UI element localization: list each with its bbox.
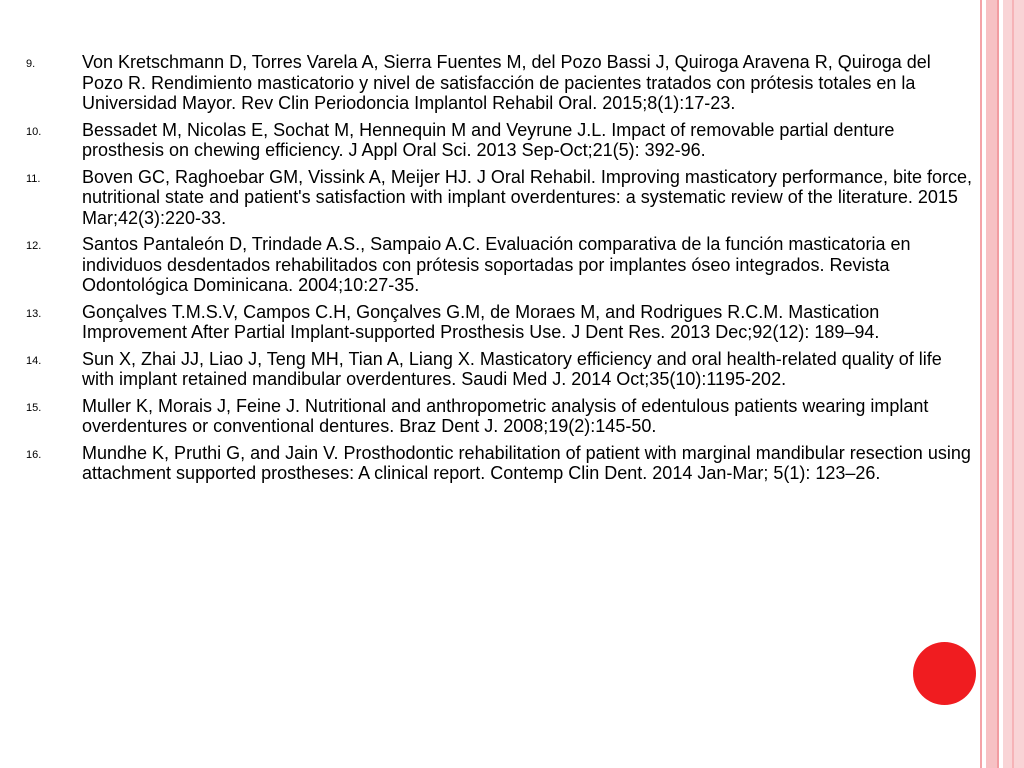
reference-text: Santos Pantaleón D, Trindade A.S., Sampaio A.C. Evaluación comparativa de la función masticatoria en individuos desdentados rehabilitados con prótesis soportadas por implantes óseo integrados. Revista Odontológica Dominicana. 2004;10:27-35. <box>82 234 911 295</box>
decorative-stripe <box>980 0 982 768</box>
reference-text: Mundhe K, Pruthi G, and Jain V. Prosthodontic rehabilitation of patient with marginal mandibular resection using attachment supported prostheses: A clinical report. Contemp Clin Dent. 2014 Jan-Mar; 5(1): 123–26. <box>82 442 971 483</box>
reference-number: 15. <box>26 401 42 414</box>
reference-number: 12. <box>26 240 42 252</box>
reference-text: Gonçalves T.M.S.V, Campos C.H, Gonçalves G.M, de Moraes M, and Rodrigues R.C.M. Mastication Improvement After Partial Implant-supported Prosthesis Use. J Dent Res. 2013 Dec;92(12): 189–94. <box>82 301 880 342</box>
reference-item <box>26 302 976 343</box>
reference-number: 16. <box>26 448 42 461</box>
decorative-stripe <box>986 0 997 768</box>
reference-number: 11. <box>26 172 41 185</box>
reference-number: 10. <box>26 125 42 138</box>
reference-item <box>26 443 976 484</box>
reference-text: Boven GC, Raghoebar GM, Vissink A, Meijer HJ. J Oral Rehabil. Improving masticatory performance, bite force, nutritional state and patient's satisfaction with implant overdentures: a systematic review of the literature. 2015 Mar;42(3):220-33. <box>82 166 973 228</box>
decorative-stripe <box>997 0 999 768</box>
reference-number: 14. <box>26 354 42 367</box>
reference-item <box>26 167 976 229</box>
reference-item <box>26 52 976 114</box>
red-circle-decoration <box>913 642 976 705</box>
reference-item <box>26 120 976 161</box>
reference-text: Bessadet M, Nicolas E, Sochat M, Hennequin M and Veyrune J.L. Impact of removable partial denture prosthesis on chewing efficiency. J Appl Oral Sci. 2013 Sep-Oct;21(5): 392-96. <box>82 119 895 160</box>
reference-item <box>26 234 976 296</box>
reference-item <box>26 349 976 390</box>
reference-text: Sun X, Zhai JJ, Liao J, Teng MH, Tian A, Liang X. Masticatory efficiency and oral health-related quality of life with implant retained mandibular overdentures. Saudi Med J. 2014 Oct;35(10):1195-202. <box>82 348 942 389</box>
decorative-stripe <box>1012 0 1014 768</box>
reference-text: Von Kretschmann D, Torres Varela A, Sierra Fuentes M, del Pozo Bassi J, Quiroga Aravena R, Quiroga del Pozo R. Rendimiento masticatorio y nivel de satisfacción de pacientes tratados con prótesis totales en la Universidad Mayor. Rev Clin Periodoncia Implantol Rehabil Oral. 2015;8(1):17-23. <box>82 52 931 113</box>
reference-list <box>26 52 976 490</box>
reference-number: 9. <box>26 58 36 70</box>
reference-text: Muller K, Morais J, Feine J. Nutritional and anthropometric analysis of edentulous patients wearing implant overdentures or conventional dentures. Braz Dent J. 2008;19(2):145-50. <box>82 395 929 436</box>
reference-number: 13. <box>26 307 42 320</box>
reference-item <box>26 396 976 437</box>
